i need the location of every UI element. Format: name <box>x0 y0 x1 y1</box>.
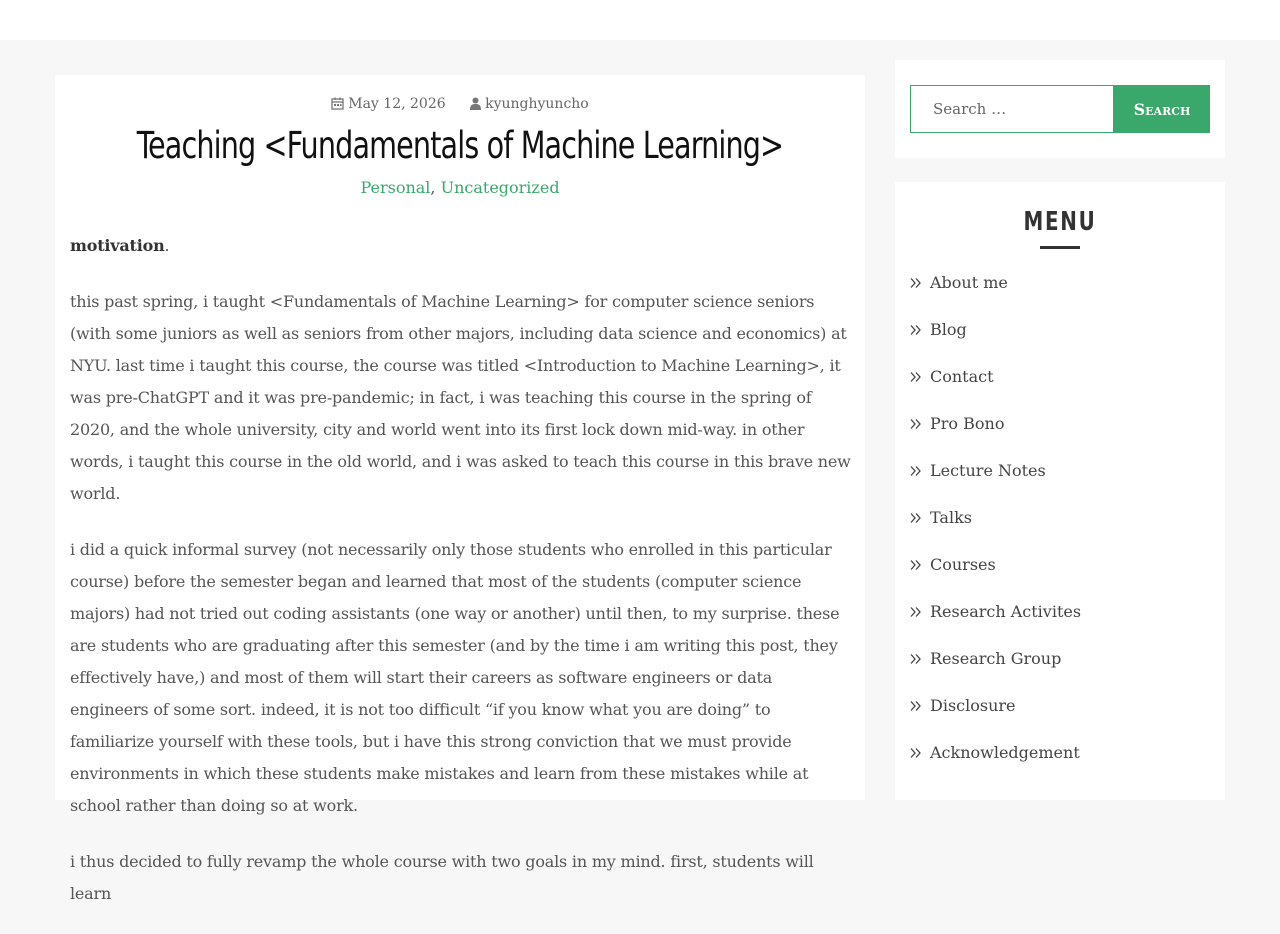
menu-item-about-me[interactable] <box>910 268 1081 315</box>
double-chevron-right-icon <box>910 512 922 524</box>
post-paragraph: i thus decided to fully revamp the whole course with two goals in my mind. first, students will learn <box>70 852 814 903</box>
menu-item-label: Talks <box>930 508 972 527</box>
menu-item-label: Blog <box>930 320 967 339</box>
search-button[interactable]: Search <box>1114 85 1210 133</box>
post-lead-rest: . <box>164 236 170 255</box>
double-chevron-right-icon <box>910 418 922 430</box>
menu-item-label: Research Activites <box>930 602 1082 621</box>
post-date-text: May 12, 2026 <box>348 96 446 112</box>
menu-title: MENU <box>1023 207 1097 237</box>
post-meta <box>55 94 865 114</box>
menu-item-label: About me <box>930 273 1008 292</box>
menu-item-blog[interactable] <box>910 315 1081 362</box>
post-lead-bold: motivation <box>70 236 165 255</box>
menu-item-contact[interactable] <box>910 362 1081 409</box>
category-link-uncategorized[interactable]: Uncategorized <box>440 178 560 197</box>
menu-item-label: Lecture Notes <box>930 461 1046 480</box>
category-separator: , <box>430 178 436 197</box>
menu-item-label: Disclosure <box>930 696 1016 715</box>
menu-item-label: Research Group <box>930 649 1062 668</box>
double-chevron-right-icon <box>910 747 922 759</box>
post-paragraph: this past spring, i taught <Fundamentals of Machine Learning> for computer science seniors (with some juniors as well as seniors from other majors, including data science and economics) at NYU. last time i taught this course, the course was titled <Introduction to Machine Learning>, it was pre-ChatGPT and it was pre-pandemic; in fact, i was teaching this course in the spring of 2020, and the whole university, city and world went into its first lock down mid-way. in other words, i taught this course in the old world, and i was asked to teach this course in this brave new world. <box>70 292 851 503</box>
menu-widget <box>895 182 1225 800</box>
double-chevron-right-icon <box>910 277 922 289</box>
menu-item-label: Courses <box>930 555 996 574</box>
post-date[interactable] <box>331 94 445 114</box>
post-author[interactable] <box>470 94 589 114</box>
post-content <box>70 230 855 934</box>
post-title: Teaching <Fundamentals of Machine Learning> <box>136 124 784 167</box>
user-icon <box>470 97 481 110</box>
post-author-text: kyunghyuncho <box>485 96 589 112</box>
search-input[interactable] <box>910 85 1114 133</box>
menu-item-label: Acknowledgement <box>930 743 1080 762</box>
double-chevron-right-icon <box>910 465 922 477</box>
menu-item-lecture-notes[interactable] <box>910 456 1081 503</box>
double-chevron-right-icon <box>910 653 922 665</box>
double-chevron-right-icon <box>910 371 922 383</box>
menu-item-label: Contact <box>930 367 994 386</box>
menu-item-courses[interactable] <box>910 550 1081 597</box>
menu-list <box>910 268 1081 785</box>
double-chevron-right-icon <box>910 324 922 336</box>
menu-item-pro-bono[interactable] <box>910 409 1081 456</box>
double-chevron-right-icon <box>910 700 922 712</box>
post-article <box>55 75 865 903</box>
double-chevron-right-icon <box>910 559 922 571</box>
menu-item-talks[interactable] <box>910 503 1081 550</box>
menu-item-research-activites[interactable] <box>910 597 1081 644</box>
post-categories <box>55 176 865 200</box>
search-widget <box>895 60 1225 158</box>
calendar-icon <box>331 97 344 110</box>
post-paragraph: i did a quick informal survey (not necessarily only those students who enrolled in this particular course) before the semester began and learned that most of the students (computer science majors) had not tried out coding assistants (one way or another) until then, to my surprise. these are students who are graduating after this semester (and by the time i am writing this post, they effectively have,) and most of them will start their careers as software engineers or data engineers of some sort. indeed, it is not too difficult “if you know what you are doing” to familiarize yourself with these tools, but i have this strong conviction that we must provide environments in which these students make mistakes and learn from these mistakes while at school rather than doing so at work. <box>70 540 840 815</box>
post-lead-paragraph <box>70 230 855 262</box>
menu-item-research-group[interactable] <box>910 644 1081 691</box>
menu-item-disclosure[interactable] <box>910 691 1081 738</box>
menu-item-label: Pro Bono <box>930 414 1005 433</box>
double-chevron-right-icon <box>910 606 922 618</box>
top-bar <box>0 0 1280 40</box>
category-link-personal[interactable]: Personal <box>360 178 431 197</box>
menu-title-underline <box>1040 246 1080 249</box>
menu-item-acknowledgement[interactable] <box>910 738 1081 785</box>
